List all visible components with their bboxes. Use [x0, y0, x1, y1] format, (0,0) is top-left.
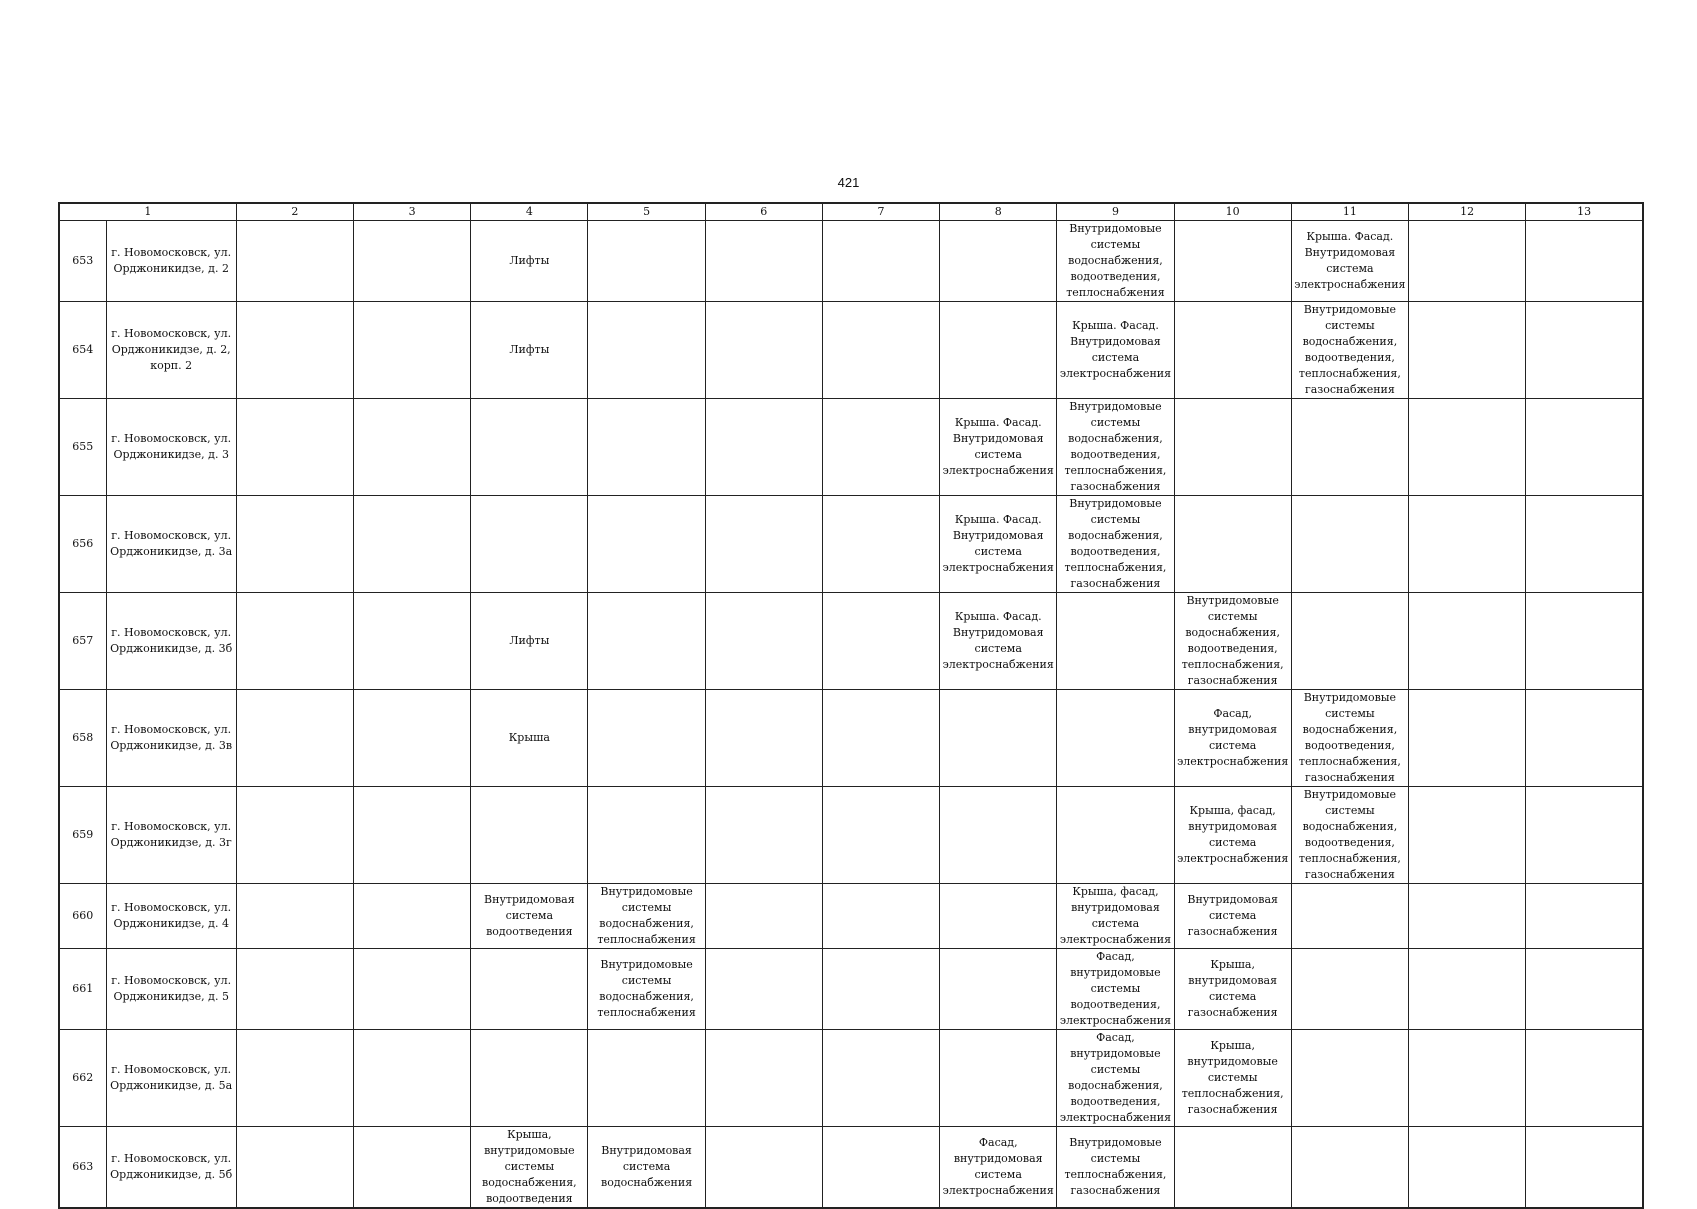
cell-col-13	[1526, 884, 1643, 949]
cell-col-13	[1526, 221, 1643, 302]
cell-col-2	[236, 496, 353, 593]
cell-col-11	[1291, 496, 1408, 593]
cell-col-7	[822, 496, 939, 593]
column-header: 3	[354, 203, 471, 221]
cell-col-9	[1057, 593, 1174, 690]
cell-col-7	[822, 399, 939, 496]
cell-col-6	[705, 884, 822, 949]
cell-col-9	[1057, 787, 1174, 884]
cell-col-12	[1409, 399, 1526, 496]
cell-col-2	[236, 399, 353, 496]
cell-col-6	[705, 496, 822, 593]
cell-col-2	[236, 690, 353, 787]
address-cell: г. Новомосковск, ул. Орджоникидзе, д. 2	[106, 221, 236, 302]
table-row	[59, 496, 1643, 593]
cell-col-4: Крыша	[471, 690, 588, 787]
cell-col-11	[1291, 1030, 1408, 1127]
cell-col-12	[1409, 302, 1526, 399]
row-number: 656	[59, 496, 106, 593]
cell-col-6	[705, 221, 822, 302]
cell-col-4	[471, 787, 588, 884]
address-cell: г. Новомосковск, ул. Орджоникидзе, д. 3г	[106, 787, 236, 884]
cell-col-11: Крыша. Фасад. Внутридомовая система электроснабжения	[1291, 221, 1408, 302]
cell-col-9: Внутридомовые системы водоснабжения, водоотведения, теплоснабжения, газоснабжения	[1057, 496, 1174, 593]
address-cell: г. Новомосковск, ул. Орджоникидзе, д. 3а	[106, 496, 236, 593]
cell-col-12	[1409, 496, 1526, 593]
cell-col-8	[940, 690, 1057, 787]
cell-col-8: Фасад, внутридомовая система электроснабжения	[940, 1127, 1057, 1209]
page-number: 421	[837, 175, 860, 190]
cell-col-8	[940, 302, 1057, 399]
address-cell: г. Новомосковск, ул. Орджоникидзе, д. 5	[106, 949, 236, 1030]
table-row	[59, 787, 1643, 884]
cell-col-7	[822, 1030, 939, 1127]
address-cell: г. Новомосковск, ул. Орджоникидзе, д. 3в	[106, 690, 236, 787]
table-row	[59, 593, 1643, 690]
cell-col-4	[471, 399, 588, 496]
cell-col-2	[236, 787, 353, 884]
address-cell: г. Новомосковск, ул. Орджоникидзе, д. 5а	[106, 1030, 236, 1127]
cell-col-12	[1409, 787, 1526, 884]
cell-col-9: Внутридомовые системы теплоснабжения, газоснабжения	[1057, 1127, 1174, 1209]
cell-col-11	[1291, 949, 1408, 1030]
cell-col-7	[822, 302, 939, 399]
cell-col-13	[1526, 690, 1643, 787]
cell-col-9: Фасад, внутридомовые системы водоотведения, электроснабжения	[1057, 949, 1174, 1030]
row-number: 661	[59, 949, 106, 1030]
cell-col-2	[236, 949, 353, 1030]
cell-col-7	[822, 1127, 939, 1209]
cell-col-5: Внутридомовые системы водоснабжения, теплоснабжения	[588, 884, 705, 949]
cell-col-13	[1526, 302, 1643, 399]
cell-col-4	[471, 496, 588, 593]
cell-col-11	[1291, 593, 1408, 690]
column-header: 5	[588, 203, 705, 221]
cell-col-11	[1291, 399, 1408, 496]
cell-col-5: Внутридомовые системы водоснабжения, теплоснабжения	[588, 949, 705, 1030]
cell-col-11	[1291, 1127, 1408, 1209]
cell-col-8: Крыша. Фасад. Внутридомовая система электроснабжения	[940, 496, 1057, 593]
cell-col-7	[822, 949, 939, 1030]
column-header: 12	[1409, 203, 1526, 221]
cell-col-4: Лифты	[471, 221, 588, 302]
cell-col-9: Внутридомовые системы водоснабжения, водоотведения, теплоснабжения	[1057, 221, 1174, 302]
row-number: 655	[59, 399, 106, 496]
cell-col-3	[354, 496, 471, 593]
cell-col-6	[705, 787, 822, 884]
cell-col-7	[822, 221, 939, 302]
cell-col-2	[236, 1030, 353, 1127]
cell-col-5	[588, 221, 705, 302]
cell-col-4: Лифты	[471, 302, 588, 399]
cell-col-13	[1526, 1030, 1643, 1127]
address-cell: г. Новомосковск, ул. Орджоникидзе, д. 5б	[106, 1127, 236, 1209]
cell-col-3	[354, 593, 471, 690]
cell-col-10: Крыша, внутридомовая система газоснабжения	[1174, 949, 1291, 1030]
address-cell: г. Новомосковск, ул. Орджоникидзе, д. 4	[106, 884, 236, 949]
cell-col-11: Внутридомовые системы водоснабжения, водоотведения, теплоснабжения, газоснабжения	[1291, 690, 1408, 787]
cell-col-12	[1409, 1030, 1526, 1127]
table-row	[59, 1030, 1643, 1127]
table-row	[59, 302, 1643, 399]
row-number: 654	[59, 302, 106, 399]
cell-col-5	[588, 593, 705, 690]
cell-col-8	[940, 884, 1057, 949]
column-header-row	[59, 203, 1643, 221]
cell-col-2	[236, 221, 353, 302]
cell-col-7	[822, 787, 939, 884]
cell-col-5	[588, 690, 705, 787]
column-header: 11	[1291, 203, 1408, 221]
cell-col-9: Крыша. Фасад. Внутридомовая система электроснабжения	[1057, 302, 1174, 399]
cell-col-13	[1526, 496, 1643, 593]
row-number: 663	[59, 1127, 106, 1209]
repair-schedule-table	[58, 202, 1644, 1209]
cell-col-10	[1174, 221, 1291, 302]
column-header: 1	[59, 203, 236, 221]
cell-col-3	[354, 949, 471, 1030]
cell-col-2	[236, 302, 353, 399]
address-cell: г. Новомосковск, ул. Орджоникидзе, д. 3	[106, 399, 236, 496]
cell-col-11	[1291, 884, 1408, 949]
column-header: 10	[1174, 203, 1291, 221]
cell-col-6	[705, 302, 822, 399]
cell-col-5	[588, 787, 705, 884]
column-header: 2	[236, 203, 353, 221]
row-number: 657	[59, 593, 106, 690]
cell-col-3	[354, 1030, 471, 1127]
row-number: 659	[59, 787, 106, 884]
cell-col-3	[354, 302, 471, 399]
cell-col-8	[940, 1030, 1057, 1127]
cell-col-9: Фасад, внутридомовые системы водоснабжения, водоотведения, электроснабжения	[1057, 1030, 1174, 1127]
column-header: 8	[940, 203, 1057, 221]
cell-col-4	[471, 949, 588, 1030]
table-row	[59, 1127, 1643, 1209]
cell-col-4: Крыша, внутридомовые системы водоснабжения, водоотведения	[471, 1127, 588, 1209]
cell-col-12	[1409, 690, 1526, 787]
row-number: 653	[59, 221, 106, 302]
column-header: 6	[705, 203, 822, 221]
address-cell: г. Новомосковск, ул. Орджоникидзе, д. 3б	[106, 593, 236, 690]
cell-col-13	[1526, 593, 1643, 690]
row-number: 660	[59, 884, 106, 949]
row-number: 658	[59, 690, 106, 787]
cell-col-2	[236, 593, 353, 690]
cell-col-13	[1526, 787, 1643, 884]
cell-col-6	[705, 1030, 822, 1127]
cell-col-3	[354, 221, 471, 302]
cell-col-10: Внутридомовые системы водоснабжения, водоотведения, теплоснабжения, газоснабжения	[1174, 593, 1291, 690]
cell-col-11: Внутридомовые системы водоснабжения, водоотведения, теплоснабжения, газоснабжения	[1291, 302, 1408, 399]
cell-col-11: Внутридомовые системы водоснабжения, водоотведения, теплоснабжения, газоснабжения	[1291, 787, 1408, 884]
cell-col-9: Крыша, фасад, внутридомовая система электроснабжения	[1057, 884, 1174, 949]
cell-col-12	[1409, 593, 1526, 690]
cell-col-10: Крыша, внутридомовые системы теплоснабжения, газоснабжения	[1174, 1030, 1291, 1127]
cell-col-8: Крыша. Фасад. Внутридомовая система электроснабжения	[940, 399, 1057, 496]
cell-col-12	[1409, 949, 1526, 1030]
cell-col-3	[354, 1127, 471, 1209]
cell-col-10	[1174, 496, 1291, 593]
cell-col-10	[1174, 399, 1291, 496]
cell-col-7	[822, 593, 939, 690]
table-row	[59, 221, 1643, 302]
cell-col-6	[705, 949, 822, 1030]
cell-col-6	[705, 593, 822, 690]
cell-col-3	[354, 884, 471, 949]
cell-col-7	[822, 884, 939, 949]
cell-col-10	[1174, 302, 1291, 399]
cell-col-2	[236, 1127, 353, 1209]
cell-col-6	[705, 399, 822, 496]
cell-col-3	[354, 787, 471, 884]
cell-col-8: Крыша. Фасад. Внутридомовая система электроснабжения	[940, 593, 1057, 690]
cell-col-13	[1526, 399, 1643, 496]
row-number: 662	[59, 1030, 106, 1127]
cell-col-10: Крыша, фасад, внутридомовая система электроснабжения	[1174, 787, 1291, 884]
cell-col-5	[588, 399, 705, 496]
cell-col-8	[940, 221, 1057, 302]
cell-col-8	[940, 787, 1057, 884]
cell-col-6	[705, 1127, 822, 1209]
cell-col-10	[1174, 1127, 1291, 1209]
cell-col-12	[1409, 221, 1526, 302]
cell-col-5	[588, 1030, 705, 1127]
cell-col-8	[940, 949, 1057, 1030]
table-row	[59, 399, 1643, 496]
cell-col-9	[1057, 690, 1174, 787]
cell-col-4: Внутридомовая система водоотведения	[471, 884, 588, 949]
cell-col-5: Внутридомовая система водоснабжения	[588, 1127, 705, 1209]
column-header: 4	[471, 203, 588, 221]
table-row	[59, 949, 1643, 1030]
column-header: 7	[822, 203, 939, 221]
cell-col-3	[354, 399, 471, 496]
cell-col-10: Фасад, внутридомовая система электроснабжения	[1174, 690, 1291, 787]
cell-col-13	[1526, 1127, 1643, 1209]
table-row	[59, 884, 1643, 949]
column-header: 9	[1057, 203, 1174, 221]
cell-col-7	[822, 690, 939, 787]
address-cell: г. Новомосковск, ул. Орджоникидзе, д. 2, корп. 2	[106, 302, 236, 399]
cell-col-5	[588, 496, 705, 593]
cell-col-4	[471, 1030, 588, 1127]
table-row	[59, 690, 1643, 787]
cell-col-6	[705, 690, 822, 787]
cell-col-5	[588, 302, 705, 399]
cell-col-12	[1409, 884, 1526, 949]
cell-col-3	[354, 690, 471, 787]
cell-col-10: Внутридомовая система газоснабжения	[1174, 884, 1291, 949]
cell-col-13	[1526, 949, 1643, 1030]
cell-col-2	[236, 884, 353, 949]
cell-col-12	[1409, 1127, 1526, 1209]
column-header: 13	[1526, 203, 1643, 221]
cell-col-4: Лифты	[471, 593, 588, 690]
cell-col-9: Внутридомовые системы водоснабжения, водоотведения, теплоснабжения, газоснабжения	[1057, 399, 1174, 496]
